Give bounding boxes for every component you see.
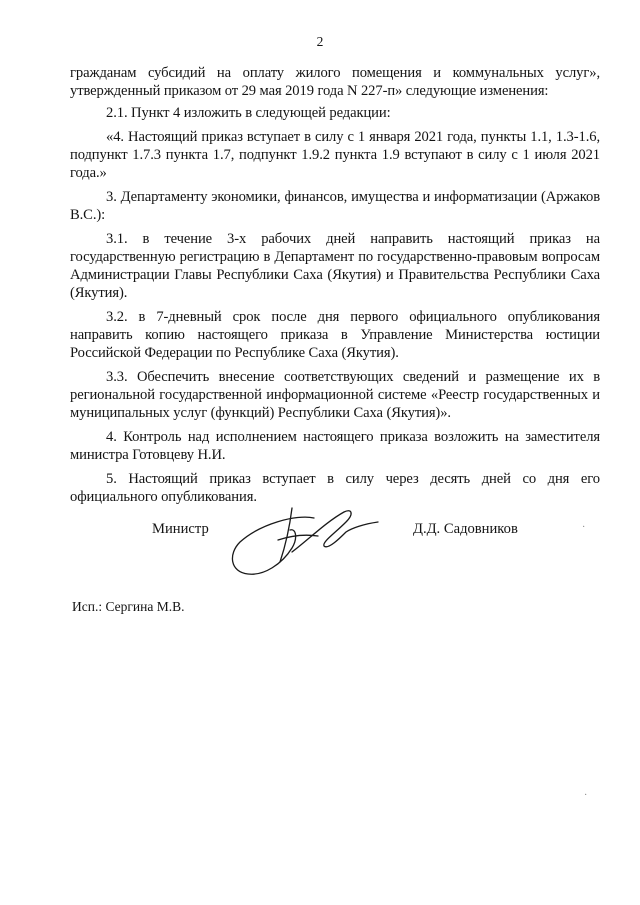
handwritten-signature — [226, 500, 386, 590]
paragraph-2-1: 2.1. Пункт 4 изложить в следующей редакции: — [106, 105, 391, 121]
signer-name: Д.Д. Садовников — [413, 521, 518, 537]
paragraph-3: 3. Департаменту экономики, финансов, имущества и информатизации (Аржаков В.С.): — [70, 189, 600, 223]
document-body — [70, 64, 600, 512]
paragraph-3-2: 3.2. в 7-дневный срок после дня первого официального опубликования направить копию настоящего приказа в Управление Министерства юстиции Российской Федерации по Республике Саха (Якутия). — [70, 309, 600, 361]
executor-note: Исп.: Сергина М.В. — [72, 599, 185, 614]
signature-block — [0, 500, 640, 590]
paragraph-5: 5. Настоящий приказ вступает в силу через десять дней со дня его официального опубликования. — [70, 471, 600, 505]
paragraph-intro: гражданам субсидий на оплату жилого помещения и коммунальных услуг», утвержденный приказом от 29 мая 2019 года N 227-п» следующие изменения: — [70, 65, 600, 99]
page-number: 2 — [316, 34, 324, 49]
paragraph-quote: «4. Настоящий приказ вступает в силу с 1 января 2021 года, пункты 1.1, 1.3-1.6, подпункт 1.7.3 пункта 1.7, подпункт 1.9.2 пункта 1.9 вступают в силу с 1 июля 2021 года.» — [70, 129, 600, 181]
scan-artifact-dot: · — [582, 522, 586, 533]
scan-artifact-mark: · — [584, 790, 588, 801]
signer-title: Министр — [152, 521, 209, 537]
paragraph-4: 4. Контроль над исполнением настоящего приказа возложить на заместителя министра Готовцеву Н.И. — [70, 429, 600, 463]
paragraph-3-1: 3.1. в течение 3-х рабочих дней направить настоящий приказ на государственную регистрацию в Департамент по государственно-правовым вопросам Администрации Главы Республики Саха (Якутия) и Правительства Республики Саха (Якутия). — [70, 231, 600, 301]
paragraph-3-3: 3.3. Обеспечить внесение соответствующих сведений и размещение их в региональной государственной информационной системе «Реестр государственных и муниципальных услуг (функций) Республики Саха (Якутия)». — [70, 369, 600, 421]
